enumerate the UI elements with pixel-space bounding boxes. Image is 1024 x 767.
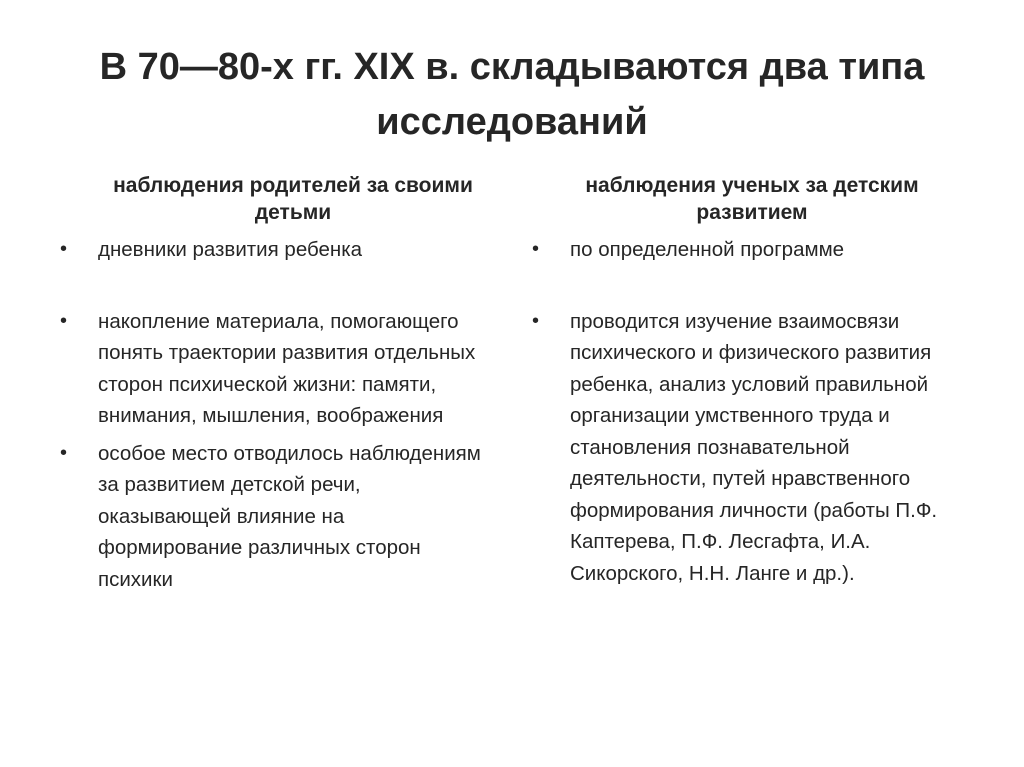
list-item-text: по определенной программе bbox=[570, 238, 845, 261]
list-item bbox=[60, 234, 490, 266]
list-item bbox=[532, 306, 972, 590]
bullet-icon: • bbox=[60, 309, 68, 332]
right-column bbox=[532, 172, 972, 589]
left-column bbox=[60, 172, 490, 595]
slide-title: В 70—80-х гг. XIX в. складываются два типа исследований bbox=[99, 46, 925, 143]
bullet-icon: • bbox=[60, 441, 68, 464]
list-item bbox=[532, 234, 972, 266]
list-item-text: проводится изучение взаимосвязи психического и физического развития ребенка, анализ условий правильной организации умственного труда и становления познавательной деятельности, путей нравственного формирования личности (работы П.Ф. Каптерева, П.Ф. Лесгафта, И.А. Сикорского, Н.Н. Ланге и др.). bbox=[570, 309, 938, 585]
list-item bbox=[60, 438, 490, 596]
bullet-icon: • bbox=[532, 309, 540, 332]
right-bullet-list bbox=[532, 234, 972, 589]
right-column-heading: наблюдения ученых за детским развитием bbox=[585, 174, 919, 224]
list-item bbox=[60, 306, 490, 432]
left-column-heading: наблюдения родителей за своими детьми bbox=[113, 174, 473, 224]
list-item-text: дневники развития ребенка bbox=[98, 238, 363, 261]
bullet-icon: • bbox=[60, 238, 68, 260]
bullet-icon: • bbox=[532, 238, 540, 260]
list-item-text: особое место отводилось наблюдениям за развитием детской речи, оказывающей влияние на формирование различных сторон психики bbox=[98, 441, 481, 591]
left-bullet-list bbox=[60, 234, 490, 595]
list-item-text: накопление материала, помогающего понять траектории развития отдельных сторон психической жизни: памяти, внимания, мышления, воображения bbox=[98, 309, 476, 427]
